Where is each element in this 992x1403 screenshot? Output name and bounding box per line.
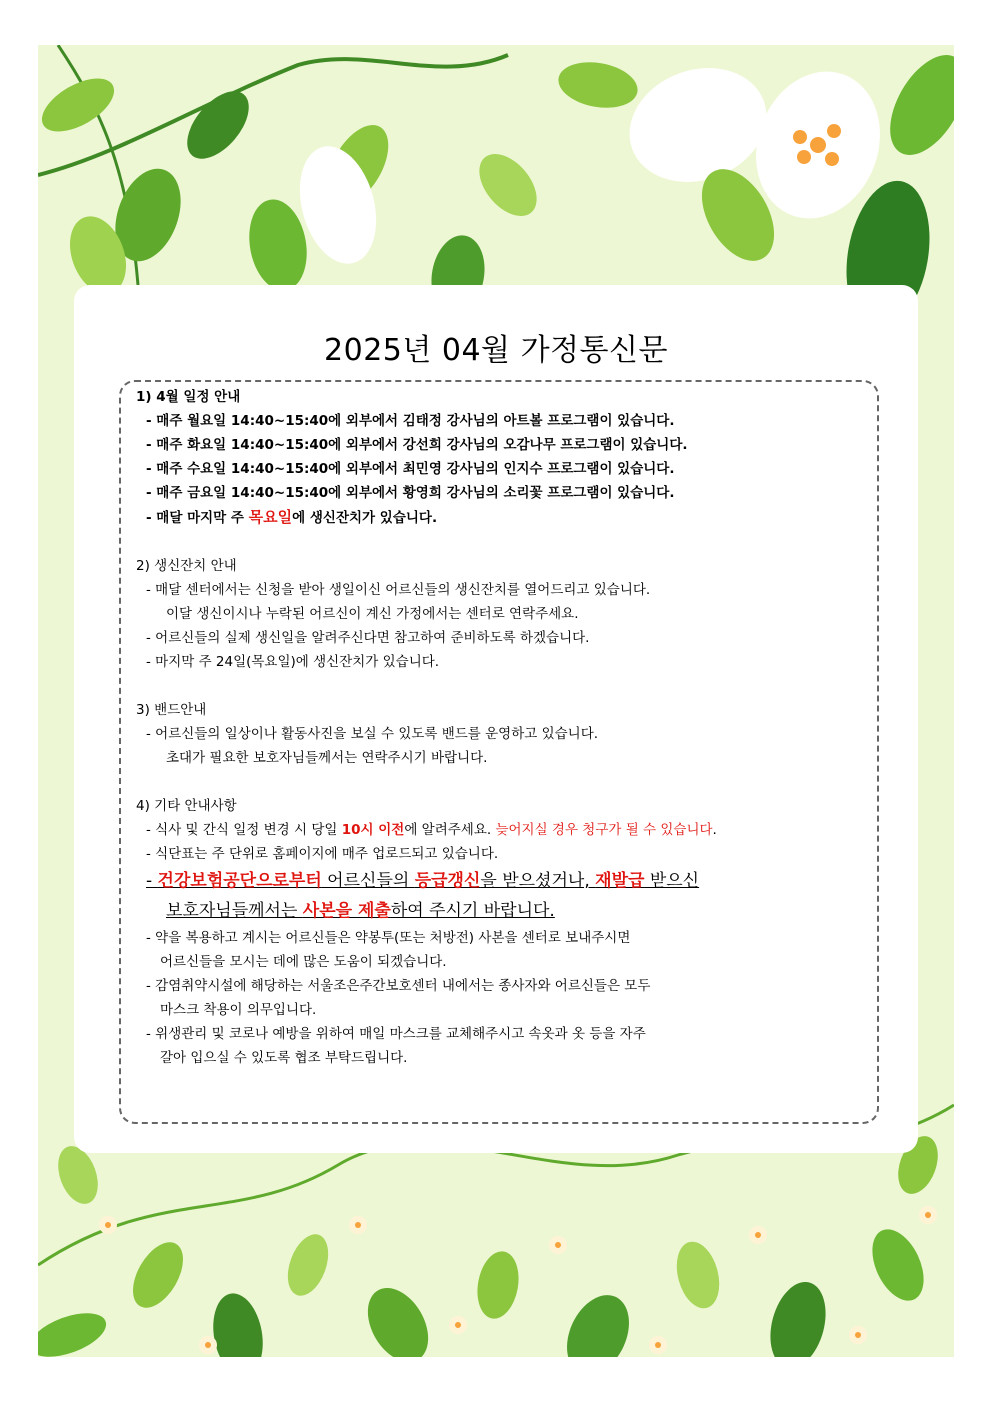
section-2-heading: 2) 생신잔치 안내 <box>136 558 237 574</box>
list-item: - 위생관리 및 코로나 예방을 위하여 매일 마스크를 교체해주시고 속옷과 옷 등을 자주 <box>146 1026 646 1042</box>
list-item-continuation: 마스크 착용이 의무입니다. <box>160 1002 317 1018</box>
highlight-charge-warning: 늦어지실 경우 청구가 될 수 있습니다 <box>495 822 713 838</box>
list-item-continuation: 초대가 필요한 보호자님들께서는 연락주시기 바랍니다. <box>166 750 488 766</box>
list-item-continuation: 갈아 입으실 수 있도록 협조 부탁드립니다. <box>160 1050 408 1066</box>
highlight-submit-copy: 사본을 제출 <box>302 901 391 921</box>
list-item: - 감염취약시설에 해당하는 서울조은주간보호센터 내에서는 종사자와 어르신들은 모두 <box>146 978 651 994</box>
schedule-item: - 매주 월요일 14:40~15:40에 외부에서 김태정 강사님의 아트볼 프로그램이 있습니다. <box>146 413 675 429</box>
highlight-grade-renewal: 등급갱신 <box>414 871 481 891</box>
list-item-continuation: 이달 생신이시나 누락된 어르신이 계신 가정에서는 센터로 연락주세요. <box>166 606 579 622</box>
newsletter-page <box>38 45 954 1357</box>
list-item: - 어르신들의 실제 생신일을 알려주신다면 참고하여 준비하도록 하겠습니다. <box>146 630 590 646</box>
list-item: - 매달 센터에서는 신청을 받아 생일이신 어르신들의 생신잔치를 열어드리고 있습니다. <box>146 582 651 598</box>
section-3-heading: 3) 밴드안내 <box>136 702 207 718</box>
highlight-thursday: 목요일 <box>248 508 293 526</box>
schedule-item: - 매주 수요일 14:40~15:40에 외부에서 최민영 강사님의 인지수 프로그램이 있습니다. <box>146 461 675 477</box>
grade-renewal-item: - 건강보험공단으로부터 어르신들의 등급갱신을 받으셨거나, 재발급 받으신 <box>146 871 700 891</box>
list-item: - 식단표는 주 단위로 홈페이지에 매주 업로드되고 있습니다. <box>146 846 499 862</box>
schedule-item: - 매주 금요일 14:40~15:40에 외부에서 황영희 강사님의 소리꽃 프로그램이 있습니다. <box>146 485 675 501</box>
list-item: - 약을 복용하고 계시는 어르신들은 약봉투(또는 처방전) 사본을 센터로 보내주시면 <box>146 930 631 946</box>
list-item: - 마지막 주 24일(목요일)에 생신잔치가 있습니다. <box>146 654 440 670</box>
list-item: - 어르신들의 일상이나 활동사진을 보실 수 있도록 밴드를 운영하고 있습니다. <box>146 726 599 742</box>
notice-content <box>136 385 896 1070</box>
birthday-schedule-item: - 매달 마지막 주 목요일에 생신잔치가 있습니다. <box>146 508 438 526</box>
grade-renewal-continuation: 보호자님들께서는 사본을 제출하여 주시기 바랍니다. <box>166 901 555 921</box>
highlight-insurance: 건강보험공단으로부터 <box>157 871 322 891</box>
meal-change-item: - 식사 및 간식 일정 변경 시 당일 10시 이전에 알려주세요. 늦어지실 경우 청구가 될 수 있습니다. <box>146 822 717 838</box>
section-1-heading: 1) 4월 일정 안내 <box>136 389 241 405</box>
page-title: 2025년 04월 가정통신문 <box>324 333 668 368</box>
highlight-deadline: 10시 이전 <box>341 822 405 838</box>
content-card <box>74 285 918 1153</box>
list-item-continuation: 어르신들을 모시는 데에 많은 도움이 되겠습니다. <box>160 954 447 970</box>
highlight-reissue: 재발급 <box>595 871 645 891</box>
section-4-heading: 4) 기타 안내사항 <box>136 798 237 814</box>
schedule-item: - 매주 화요일 14:40~15:40에 외부에서 강선희 강사님의 오감나무 프로그램이 있습니다. <box>146 437 688 453</box>
